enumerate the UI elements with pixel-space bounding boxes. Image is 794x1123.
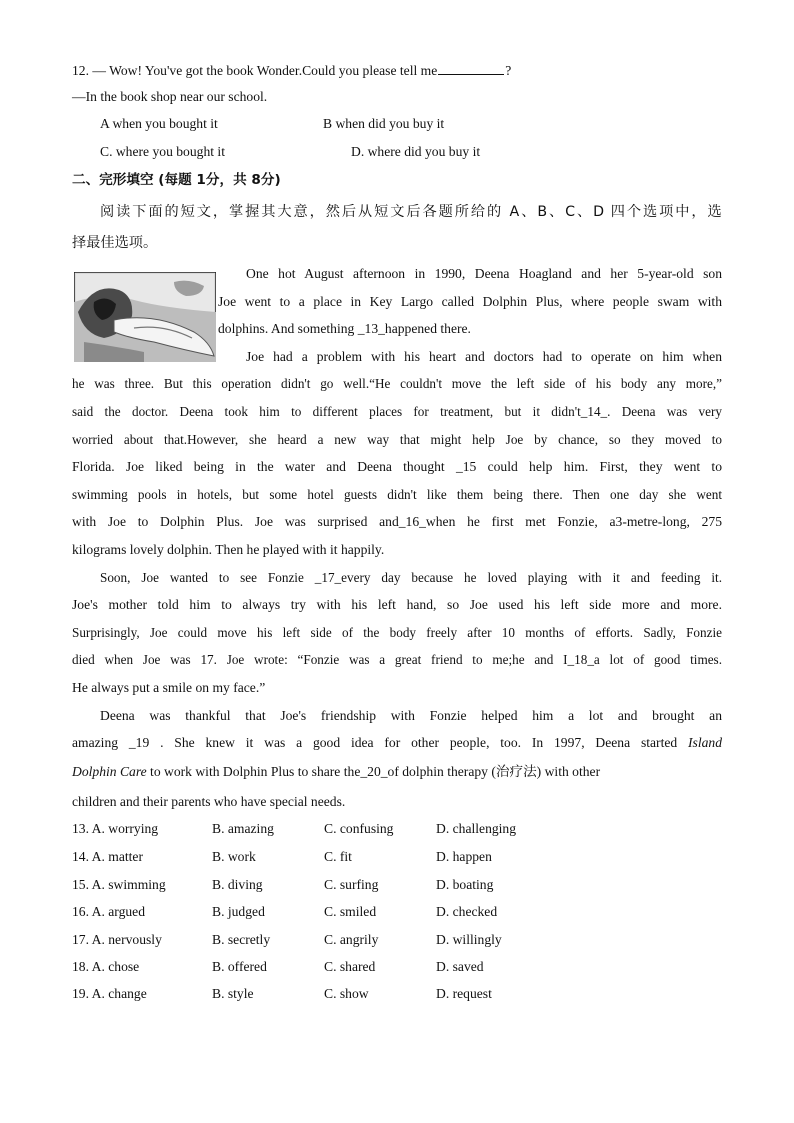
q12-reply: —In the book shop near our school.: [72, 89, 268, 104]
answer-option-b: B. offered: [212, 959, 267, 974]
passage-line-6: said the doctor. Deena took him to different places for treatment, but it didn't_14_. Deena was very: [72, 404, 722, 419]
q12-option-b: B when did you buy it: [323, 116, 445, 131]
passage-line-19: [72, 762, 722, 782]
answer-option-c: C. angrily: [324, 932, 379, 947]
answer-option-b: B. amazing: [212, 821, 274, 836]
passage-line-19-end: ) with other: [536, 764, 601, 779]
answer-option-a: 14. A. matter: [72, 849, 143, 864]
q12-option-c: C. where you bought it: [100, 144, 225, 159]
answer-blank: [438, 60, 504, 75]
answer-option-a: 15. A. swimming: [72, 877, 166, 892]
answer-option-c: C. show: [324, 986, 369, 1001]
q12-option-a: A when you bought it: [100, 116, 218, 131]
answer-option-a: 13. A. worrying: [72, 821, 159, 836]
passage-line-18: [72, 733, 722, 753]
answer-option-c: C. surfing: [324, 877, 379, 892]
answer-option-d: D. request: [436, 986, 492, 1001]
dolphin-photo: [74, 272, 216, 362]
q12-option-d: D. where did you buy it: [351, 144, 481, 159]
passage-line-16: He always put a smile on my face.”: [72, 680, 266, 695]
passage-line-4: Joe had a problem with his heart and doctors had to operate on him when: [246, 349, 722, 364]
answer-option-a: 18. A. chose: [72, 959, 140, 974]
passage-line-3: dolphins. And something _13_happened there.: [218, 321, 471, 336]
answer-option-b: B. judged: [212, 904, 265, 919]
answer-option-b: B. work: [212, 849, 256, 864]
answer-option-d: D. checked: [436, 904, 498, 919]
section-heading: 二、完形填空 (每题 1分，共 8分): [72, 172, 281, 188]
section-instruction-line1: 阅读下面的短文，掌握其大意，然后从短文后各题所给的 A、B、C、D 四个选项中，选: [100, 204, 722, 220]
passage-line-18-text: amazing _19 . She knew it was a good idea for other people, too. In 1997, Deena started: [72, 735, 678, 750]
therapy-chinese-gloss: 治疗法: [495, 764, 537, 780]
program-name-part1: Island: [688, 735, 722, 750]
answer-option-b: B. style: [212, 986, 254, 1001]
answer-option-c: C. confusing: [324, 821, 394, 836]
passage-line-9: swimming pools in hotels, but some hotel guests didn't like them being there. Then one day she went: [72, 487, 722, 502]
passage-line-2: Joe went to a place in Key Largo called Dolphin Plus, where people swam with: [218, 294, 722, 309]
answer-option-c: C. fit: [324, 849, 352, 864]
answer-option-a: 16. A. argued: [72, 904, 145, 919]
passage-line-8: Florida. Joe liked being in the water and Deena thought _15 could help him. First, they went to: [72, 459, 722, 474]
answer-option-a: 19. A. change: [72, 986, 147, 1001]
section-instruction-line2: 择最佳选项。: [72, 235, 158, 251]
program-name-part2: Dolphin Care: [72, 764, 147, 779]
passage-line-17: Deena was thankful that Joe's friendship with Fonzie helped him a lot and brought an: [100, 708, 722, 723]
answer-option-c: C. shared: [324, 959, 376, 974]
passage-line-12: Soon, Joe wanted to see Fonzie _17_every day because he loved playing with it and feeding it.: [100, 570, 722, 585]
passage-line-11: kilograms lovely dolphin. Then he played with it happily.: [72, 542, 385, 557]
answer-option-d: D. boating: [436, 877, 494, 892]
answer-option-b: B. secretly: [212, 932, 271, 947]
answer-option-d: D. happen: [436, 849, 492, 864]
passage-line-1: One hot August afternoon in 1990, Deena Hoagland and her 5-year-old son: [246, 266, 722, 281]
answer-option-c: C. smiled: [324, 904, 377, 919]
q12-stem: [72, 60, 722, 81]
passage-line-13: Joe's mother told him to always try with his left hand, so Joe used his left side more and more.: [72, 597, 722, 612]
passage-line-15: died when Joe was 17. Joe wrote: “Fonzie was a great friend to me;he and I_18_a lot of good times.: [72, 652, 722, 667]
passage-line-20: children and their parents who have special needs.: [72, 794, 346, 809]
answer-option-d: D. willingly: [436, 932, 502, 947]
passage-line-5: he was three. But this operation didn't go well.“He couldn't move the left side of his body any more,”: [72, 376, 722, 391]
passage-line-14: Surprisingly, Joe could move his left side of the body freely after 10 months of efforts. Sadly, Fonzie: [72, 625, 722, 640]
q12-stem-end: ?: [505, 63, 512, 78]
answer-option-a: 17. A. nervously: [72, 932, 162, 947]
answer-option-d: D. challenging: [436, 821, 517, 836]
q12-stem-text: 12. — Wow! You've got the book Wonder.Could you please tell me: [72, 63, 438, 78]
answer-option-b: B. diving: [212, 877, 263, 892]
answer-option-d: D. saved: [436, 959, 484, 974]
passage-line-10: with Joe to Dolphin Plus. Joe was surprised and_16_when he first met Fonzie, a3-metre-long, 275: [72, 514, 722, 529]
passage-line-19-text: to work with Dolphin Plus to share the_20_of dolphin therapy (: [146, 764, 496, 779]
passage-line-7: worried about that.However, she heard a new way that might help Joe by chance, so they moved to: [72, 432, 722, 447]
